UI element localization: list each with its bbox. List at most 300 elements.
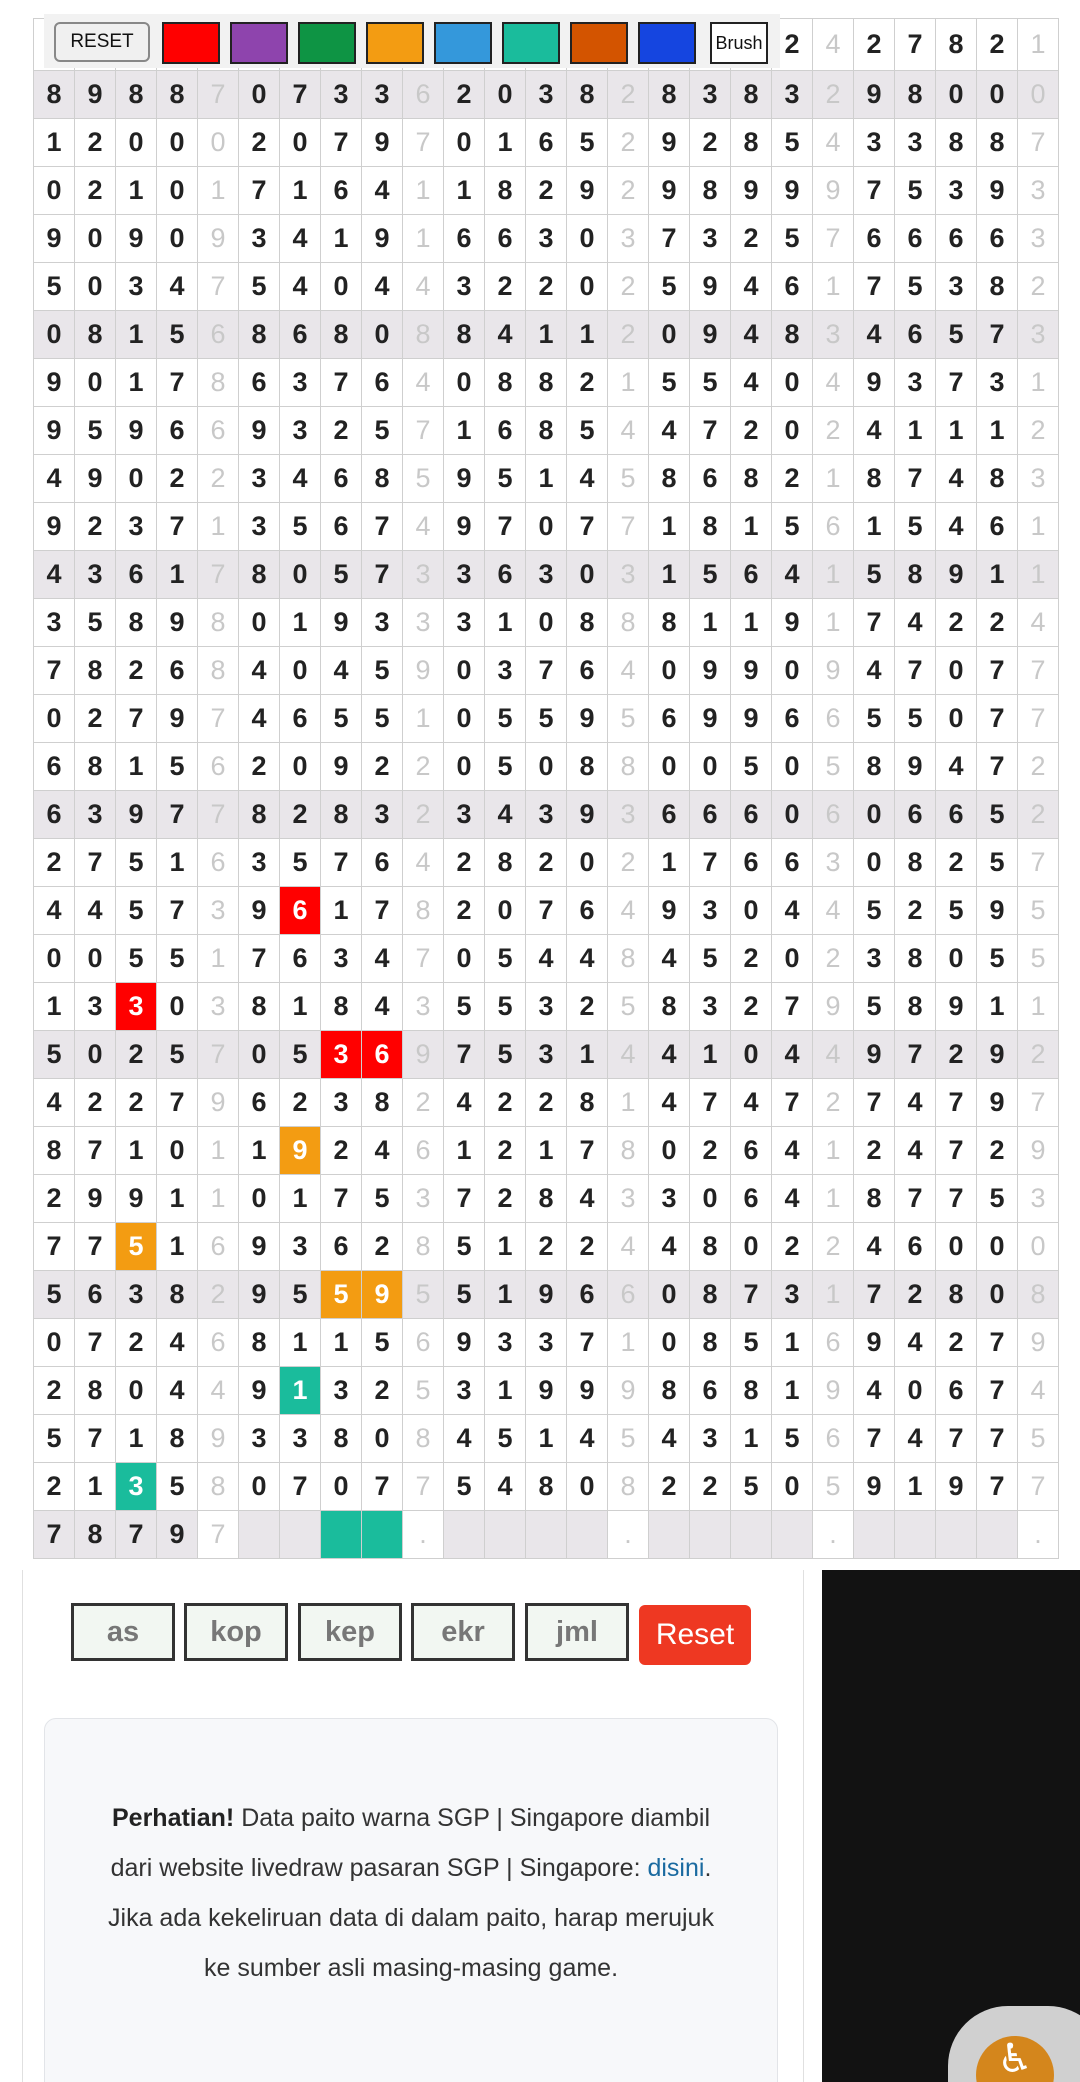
grid-cell[interactable]: 1 — [116, 167, 157, 215]
grid-cell[interactable]: 9 — [444, 1319, 485, 1367]
grid-cell[interactable]: 4 — [485, 791, 526, 839]
grid-cell[interactable]: 5 — [485, 935, 526, 983]
grid-cell[interactable]: 5 — [485, 743, 526, 791]
grid-cell[interactable]: 2 — [1018, 407, 1059, 455]
grid-cell[interactable]: 3 — [321, 71, 362, 119]
grid-cell[interactable]: 2 — [731, 215, 772, 263]
grid-cell[interactable]: 3 — [895, 359, 936, 407]
swatch-purple[interactable] — [230, 22, 288, 64]
grid-cell[interactable]: 2 — [34, 1175, 75, 1223]
grid-cell[interactable]: 6 — [977, 215, 1018, 263]
grid-cell[interactable]: 7 — [977, 311, 1018, 359]
grid-cell[interactable]: 2 — [321, 1127, 362, 1175]
grid-cell[interactable]: 6 — [772, 839, 813, 887]
grid-cell[interactable]: 0 — [157, 167, 198, 215]
grid-cell[interactable]: 9 — [649, 167, 690, 215]
grid-cell[interactable]: 4 — [936, 455, 977, 503]
grid-cell[interactable]: 9 — [854, 1319, 895, 1367]
grid-cell[interactable]: 8 — [567, 71, 608, 119]
grid-cell[interactable]: 9 — [321, 743, 362, 791]
grid-cell[interactable]: 0 — [34, 311, 75, 359]
grid-cell[interactable]: 9 — [567, 695, 608, 743]
grid-cell[interactable]: 5 — [813, 743, 854, 791]
grid-cell[interactable]: 2 — [280, 1079, 321, 1127]
grid-cell[interactable]: 5 — [731, 1319, 772, 1367]
grid-cell[interactable]: 1 — [444, 1127, 485, 1175]
grid-cell[interactable]: 1 — [1018, 359, 1059, 407]
grid-cell[interactable]: 9 — [731, 167, 772, 215]
grid-cell[interactable]: 2 — [649, 1463, 690, 1511]
grid-cell[interactable]: 1 — [280, 983, 321, 1031]
grid-cell[interactable]: 7 — [936, 1415, 977, 1463]
grid-cell[interactable]: 4 — [608, 647, 649, 695]
grid-cell[interactable]: 1 — [157, 551, 198, 599]
grid-cell[interactable]: 4 — [403, 503, 444, 551]
grid-cell[interactable]: 7 — [854, 599, 895, 647]
grid-cell[interactable]: 8 — [567, 599, 608, 647]
grid-cell[interactable]: 9 — [813, 983, 854, 1031]
grid-cell[interactable]: 0 — [690, 743, 731, 791]
grid-cell[interactable]: 2 — [813, 1223, 854, 1271]
grid-cell[interactable]: 2 — [485, 1079, 526, 1127]
grid-cell[interactable]: 2 — [690, 1463, 731, 1511]
grid-cell[interactable]: 8 — [321, 1415, 362, 1463]
grid-cell[interactable]: 1 — [280, 599, 321, 647]
grid-cell[interactable]: 6 — [280, 887, 321, 935]
grid-cell[interactable]: 0 — [936, 1223, 977, 1271]
grid-cell[interactable]: 0 — [567, 215, 608, 263]
grid-cell[interactable]: 2 — [444, 839, 485, 887]
grid-cell[interactable]: 3 — [608, 791, 649, 839]
grid-cell[interactable]: 0 — [485, 887, 526, 935]
grid-cell[interactable]: 4 — [34, 455, 75, 503]
grid-cell[interactable]: 4 — [75, 887, 116, 935]
grid-cell[interactable]: 3 — [936, 263, 977, 311]
grid-cell[interactable]: 7 — [403, 407, 444, 455]
grid-cell[interactable] — [977, 1511, 1018, 1559]
grid-cell[interactable]: 5 — [280, 839, 321, 887]
grid-cell[interactable]: 4 — [813, 1031, 854, 1079]
grid-cell[interactable]: 5 — [280, 503, 321, 551]
grid-cell[interactable]: 6 — [649, 791, 690, 839]
grid-cell[interactable]: 1 — [731, 599, 772, 647]
grid-cell[interactable]: 4 — [895, 1319, 936, 1367]
grid-cell[interactable]: 6 — [731, 791, 772, 839]
grid-cell[interactable]: 6 — [690, 791, 731, 839]
grid-cell[interactable]: 1 — [772, 1319, 813, 1367]
grid-cell[interactable]: 2 — [75, 695, 116, 743]
grid-cell[interactable]: 6 — [526, 119, 567, 167]
grid-cell[interactable]: 4 — [362, 167, 403, 215]
grid-cell[interactable]: 8 — [362, 455, 403, 503]
grid-cell[interactable]: 8 — [690, 167, 731, 215]
grid-cell[interactable]: 6 — [321, 1223, 362, 1271]
grid-cell[interactable]: 1 — [485, 1223, 526, 1271]
grid-cell[interactable]: 5 — [444, 1271, 485, 1319]
grid-cell[interactable]: 7 — [280, 71, 321, 119]
grid-cell[interactable]: 2 — [444, 887, 485, 935]
grid-cell[interactable]: 7 — [75, 1223, 116, 1271]
grid-cell[interactable]: 2 — [280, 791, 321, 839]
grid-cell[interactable]: 8 — [403, 311, 444, 359]
grid-cell[interactable]: 1 — [157, 839, 198, 887]
grid-cell[interactable]: 7 — [977, 1415, 1018, 1463]
grid-cell[interactable]: 1 — [198, 503, 239, 551]
filter-ekr-button[interactable]: ekr — [411, 1603, 515, 1661]
grid-cell[interactable]: 1 — [280, 1175, 321, 1223]
grid-cell[interactable]: 7 — [854, 1079, 895, 1127]
grid-cell[interactable]: 3 — [403, 551, 444, 599]
grid-cell[interactable]: 4 — [772, 551, 813, 599]
grid-cell[interactable]: 8 — [854, 1175, 895, 1223]
grid-cell[interactable]: 1 — [485, 1271, 526, 1319]
grid-cell[interactable]: 1 — [1018, 19, 1059, 71]
grid-cell[interactable]: 9 — [444, 455, 485, 503]
grid-cell[interactable]: 8 — [34, 1127, 75, 1175]
grid-cell[interactable]: 1 — [444, 407, 485, 455]
grid-cell[interactable]: 8 — [690, 1319, 731, 1367]
grid-cell[interactable]: 4 — [731, 1079, 772, 1127]
grid-cell[interactable]: 1 — [280, 1319, 321, 1367]
grid-cell[interactable]: 7 — [1018, 1463, 1059, 1511]
grid-cell[interactable]: 8 — [116, 599, 157, 647]
grid-cell[interactable]: 9 — [854, 1031, 895, 1079]
grid-cell[interactable]: 1 — [526, 455, 567, 503]
grid-cell[interactable]: 6 — [608, 1271, 649, 1319]
grid-cell[interactable]: 3 — [1018, 215, 1059, 263]
grid-cell[interactable]: 9 — [34, 503, 75, 551]
grid-cell[interactable]: 1 — [116, 743, 157, 791]
grid-cell[interactable]: 2 — [444, 71, 485, 119]
grid-cell[interactable]: 5 — [444, 1223, 485, 1271]
grid-cell[interactable]: 1 — [813, 455, 854, 503]
grid-cell[interactable]: 6 — [690, 455, 731, 503]
grid-cell[interactable]: 0 — [772, 791, 813, 839]
grid-cell[interactable]: 0 — [1018, 1223, 1059, 1271]
grid-cell[interactable]: 3 — [362, 71, 403, 119]
grid-cell[interactable]: 1 — [116, 359, 157, 407]
grid-cell[interactable]: 4 — [362, 935, 403, 983]
grid-cell[interactable]: 8 — [895, 71, 936, 119]
grid-cell[interactable]: . — [403, 1511, 444, 1559]
grid-cell[interactable]: 8 — [157, 1415, 198, 1463]
grid-cell[interactable]: 4 — [444, 1415, 485, 1463]
grid-cell[interactable]: 2 — [1018, 1031, 1059, 1079]
grid-cell[interactable]: 0 — [854, 839, 895, 887]
grid-cell[interactable]: 0 — [280, 551, 321, 599]
grid-cell[interactable]: 7 — [198, 791, 239, 839]
grid-cell[interactable]: 1 — [239, 1127, 280, 1175]
grid-cell[interactable]: 8 — [526, 1463, 567, 1511]
grid-cell[interactable]: 8 — [854, 743, 895, 791]
grid-cell[interactable]: 5 — [854, 983, 895, 1031]
grid-cell[interactable]: 8 — [321, 791, 362, 839]
grid-cell[interactable]: 9 — [977, 887, 1018, 935]
grid-cell[interactable]: 1 — [526, 311, 567, 359]
grid-cell[interactable]: 1 — [977, 407, 1018, 455]
grid-cell[interactable]: 0 — [772, 407, 813, 455]
grid-cell[interactable]: 4 — [157, 1319, 198, 1367]
grid-cell[interactable] — [690, 1511, 731, 1559]
grid-cell[interactable]: 9 — [157, 695, 198, 743]
grid-cell[interactable]: 5 — [690, 359, 731, 407]
grid-cell[interactable] — [649, 1511, 690, 1559]
grid-cell[interactable]: 7 — [1018, 695, 1059, 743]
grid-cell[interactable]: 6 — [485, 407, 526, 455]
grid-cell[interactable]: 0 — [690, 1175, 731, 1223]
grid-cell[interactable]: 5 — [444, 1463, 485, 1511]
grid-cell[interactable]: 5 — [854, 551, 895, 599]
grid-cell[interactable]: 7 — [157, 503, 198, 551]
grid-cell[interactable]: 0 — [34, 167, 75, 215]
grid-cell[interactable]: 0 — [75, 263, 116, 311]
grid-cell[interactable]: 0 — [239, 599, 280, 647]
grid-cell[interactable]: 9 — [75, 1175, 116, 1223]
grid-cell[interactable]: 4 — [649, 1079, 690, 1127]
grid-cell[interactable]: 1 — [116, 1127, 157, 1175]
grid-cell[interactable]: 1 — [444, 167, 485, 215]
grid-cell[interactable]: 0 — [75, 1031, 116, 1079]
grid-cell[interactable]: 6 — [977, 503, 1018, 551]
grid-cell[interactable]: 2 — [239, 119, 280, 167]
grid-cell[interactable]: 5 — [690, 935, 731, 983]
grid-cell[interactable]: 1 — [731, 503, 772, 551]
grid-cell[interactable]: 5 — [34, 1031, 75, 1079]
grid-cell[interactable]: 9 — [895, 743, 936, 791]
grid-cell[interactable]: 0 — [239, 1463, 280, 1511]
grid-cell[interactable]: 3 — [895, 119, 936, 167]
grid-cell[interactable]: 5 — [116, 887, 157, 935]
grid-cell[interactable]: 3 — [116, 983, 157, 1031]
grid-cell[interactable]: 0 — [116, 455, 157, 503]
grid-cell[interactable]: 3 — [239, 503, 280, 551]
grid-cell[interactable]: 3 — [690, 887, 731, 935]
swatch-teal[interactable] — [502, 22, 560, 64]
grid-cell[interactable]: 1 — [526, 1415, 567, 1463]
grid-cell[interactable]: 4 — [403, 359, 444, 407]
grid-cell[interactable]: 4 — [895, 1127, 936, 1175]
grid-cell[interactable]: 9 — [362, 215, 403, 263]
grid-cell[interactable]: 6 — [362, 839, 403, 887]
grid-cell[interactable]: 9 — [690, 647, 731, 695]
grid-cell[interactable]: 8 — [157, 71, 198, 119]
grid-cell[interactable]: 0 — [280, 743, 321, 791]
grid-cell[interactable]: 2 — [198, 455, 239, 503]
grid-cell[interactable]: 2 — [567, 359, 608, 407]
grid-cell[interactable]: 8 — [608, 599, 649, 647]
grid-cell[interactable]: 7 — [608, 503, 649, 551]
grid-cell[interactable]: 3 — [526, 71, 567, 119]
grid-cell[interactable]: 9 — [526, 1367, 567, 1415]
grid-cell[interactable]: 5 — [157, 311, 198, 359]
grid-cell[interactable]: 3 — [772, 1271, 813, 1319]
grid-cell[interactable]: 9 — [321, 599, 362, 647]
grid-cell[interactable]: 8 — [895, 839, 936, 887]
grid-cell[interactable]: 8 — [1018, 1271, 1059, 1319]
grid-cell[interactable]: 9 — [813, 647, 854, 695]
grid-cell[interactable]: 0 — [280, 119, 321, 167]
grid-cell[interactable]: 3 — [608, 551, 649, 599]
grid-cell[interactable]: 5 — [157, 1463, 198, 1511]
grid-cell[interactable]: 9 — [239, 407, 280, 455]
grid-cell[interactable]: 2 — [526, 1079, 567, 1127]
grid-cell[interactable]: 3 — [772, 71, 813, 119]
grid-cell[interactable]: 9 — [239, 1223, 280, 1271]
grid-cell[interactable]: 8 — [239, 983, 280, 1031]
grid-cell[interactable]: 3 — [977, 359, 1018, 407]
grid-cell[interactable]: 5 — [485, 1415, 526, 1463]
grid-cell[interactable]: 1 — [649, 551, 690, 599]
grid-cell[interactable]: 1 — [321, 215, 362, 263]
grid-cell[interactable]: 7 — [854, 1415, 895, 1463]
grid-cell[interactable]: 3 — [116, 1271, 157, 1319]
grid-cell[interactable]: 3 — [608, 215, 649, 263]
grid-cell[interactable]: 7 — [936, 359, 977, 407]
grid-cell[interactable]: 3 — [116, 263, 157, 311]
grid-cell[interactable]: 2 — [977, 19, 1018, 71]
grid-cell[interactable]: 1 — [649, 839, 690, 887]
grid-cell[interactable]: 7 — [895, 1175, 936, 1223]
grid-cell[interactable] — [895, 1511, 936, 1559]
grid-cell[interactable]: 2 — [567, 983, 608, 1031]
grid-cell[interactable]: 7 — [157, 791, 198, 839]
grid-cell[interactable]: 4 — [731, 263, 772, 311]
grid-cell[interactable]: 2 — [362, 743, 403, 791]
grid-cell[interactable]: 7 — [895, 19, 936, 71]
grid-cell[interactable]: 4 — [772, 887, 813, 935]
grid-cell[interactable] — [321, 1511, 362, 1559]
grid-cell[interactable]: 7 — [321, 119, 362, 167]
grid-cell[interactable] — [731, 1511, 772, 1559]
grid-cell[interactable]: 4 — [34, 551, 75, 599]
grid-cell[interactable]: 2 — [936, 839, 977, 887]
filter-kep-button[interactable]: kep — [298, 1603, 402, 1661]
grid-cell[interactable]: 3 — [239, 1415, 280, 1463]
grid-cell[interactable]: 0 — [444, 743, 485, 791]
grid-cell[interactable]: 3 — [280, 1223, 321, 1271]
grid-cell[interactable]: 4 — [854, 1223, 895, 1271]
grid-cell[interactable]: 3 — [526, 1319, 567, 1367]
grid-cell[interactable]: 9 — [34, 359, 75, 407]
grid-cell[interactable]: 0 — [526, 503, 567, 551]
grid-cell[interactable]: 3 — [813, 311, 854, 359]
grid-cell[interactable]: 8 — [198, 1463, 239, 1511]
grid-cell[interactable]: 0 — [362, 311, 403, 359]
grid-cell[interactable]: 1 — [198, 1175, 239, 1223]
grid-cell[interactable]: 7 — [34, 1223, 75, 1271]
grid-cell[interactable]: 5 — [485, 1031, 526, 1079]
grid-cell[interactable]: 6 — [731, 839, 772, 887]
grid-cell[interactable]: 5 — [567, 119, 608, 167]
grid-cell[interactable]: 6 — [731, 551, 772, 599]
grid-cell[interactable]: 8 — [608, 1127, 649, 1175]
grid-cell[interactable]: 5 — [239, 263, 280, 311]
grid-cell[interactable]: 7 — [362, 503, 403, 551]
grid-cell[interactable]: 0 — [567, 839, 608, 887]
grid-cell[interactable]: 1 — [116, 311, 157, 359]
grid-cell[interactable]: 5 — [485, 983, 526, 1031]
grid-cell[interactable]: 5 — [362, 1319, 403, 1367]
grid-cell[interactable]: 2 — [34, 839, 75, 887]
grid-cell[interactable]: 3 — [280, 1415, 321, 1463]
filter-as-button[interactable]: as — [71, 1603, 175, 1661]
grid-cell[interactable]: 6 — [731, 1175, 772, 1223]
grid-cell[interactable]: 7 — [854, 167, 895, 215]
grid-cell[interactable] — [526, 1511, 567, 1559]
grid-cell[interactable]: 2 — [772, 455, 813, 503]
grid-cell[interactable]: 3 — [444, 791, 485, 839]
grid-cell[interactable]: 1 — [34, 119, 75, 167]
grid-cell[interactable]: 4 — [526, 935, 567, 983]
grid-cell[interactable]: 3 — [239, 839, 280, 887]
grid-cell[interactable]: 3 — [444, 263, 485, 311]
grid-cell[interactable]: 2 — [116, 1031, 157, 1079]
grid-cell[interactable]: 4 — [362, 1127, 403, 1175]
grid-cell[interactable]: 9 — [854, 71, 895, 119]
grid-cell[interactable]: 7 — [444, 1175, 485, 1223]
grid-cell[interactable]: 0 — [854, 791, 895, 839]
grid-cell[interactable]: 5 — [895, 503, 936, 551]
grid-cell[interactable]: 0 — [444, 935, 485, 983]
grid-cell[interactable]: 5 — [116, 839, 157, 887]
grid-cell[interactable]: 2 — [75, 1079, 116, 1127]
grid-cell[interactable]: 2 — [813, 407, 854, 455]
grid-cell[interactable]: 1 — [854, 503, 895, 551]
grid-cell[interactable]: 0 — [34, 1319, 75, 1367]
grid-cell[interactable]: 9 — [34, 215, 75, 263]
grid-cell[interactable]: 7 — [649, 215, 690, 263]
grid-cell[interactable]: 7 — [75, 1127, 116, 1175]
grid-cell[interactable] — [854, 1511, 895, 1559]
grid-cell[interactable]: 8 — [403, 887, 444, 935]
grid-cell[interactable]: 2 — [157, 455, 198, 503]
grid-cell[interactable]: 7 — [895, 647, 936, 695]
filter-reset-button[interactable]: Reset — [639, 1605, 751, 1665]
grid-cell[interactable]: 0 — [1018, 71, 1059, 119]
grid-cell[interactable]: 1 — [895, 407, 936, 455]
grid-cell[interactable]: 6 — [280, 311, 321, 359]
grid-cell[interactable]: 5 — [608, 695, 649, 743]
grid-cell[interactable]: 7 — [198, 1031, 239, 1079]
grid-cell[interactable]: 0 — [321, 1463, 362, 1511]
grid-cell[interactable]: 1 — [567, 1031, 608, 1079]
grid-cell[interactable]: 3 — [485, 1319, 526, 1367]
grid-cell[interactable]: 5 — [895, 263, 936, 311]
grid-cell[interactable]: 5 — [608, 455, 649, 503]
grid-cell[interactable]: 0 — [444, 359, 485, 407]
grid-cell[interactable]: 7 — [116, 695, 157, 743]
grid-cell[interactable]: 0 — [649, 743, 690, 791]
grid-cell[interactable]: 7 — [75, 1319, 116, 1367]
grid-cell[interactable]: 4 — [608, 407, 649, 455]
grid-cell[interactable]: 2 — [485, 1127, 526, 1175]
grid-cell[interactable] — [936, 1511, 977, 1559]
grid-cell[interactable]: 0 — [75, 215, 116, 263]
grid-cell[interactable]: 6 — [485, 551, 526, 599]
grid-cell[interactable]: 7 — [526, 887, 567, 935]
grid-cell[interactable]: 6 — [362, 359, 403, 407]
grid-cell[interactable]: 1 — [75, 1463, 116, 1511]
grid-cell[interactable]: 8 — [75, 311, 116, 359]
grid-cell[interactable]: 2 — [485, 1175, 526, 1223]
grid-cell[interactable]: 1 — [1018, 551, 1059, 599]
grid-cell[interactable]: 3 — [526, 983, 567, 1031]
grid-cell[interactable]: 5 — [977, 839, 1018, 887]
grid-cell[interactable]: 3 — [444, 599, 485, 647]
grid-cell[interactable]: 3 — [1018, 167, 1059, 215]
grid-cell[interactable]: 3 — [321, 935, 362, 983]
grid-cell[interactable]: 1 — [936, 407, 977, 455]
